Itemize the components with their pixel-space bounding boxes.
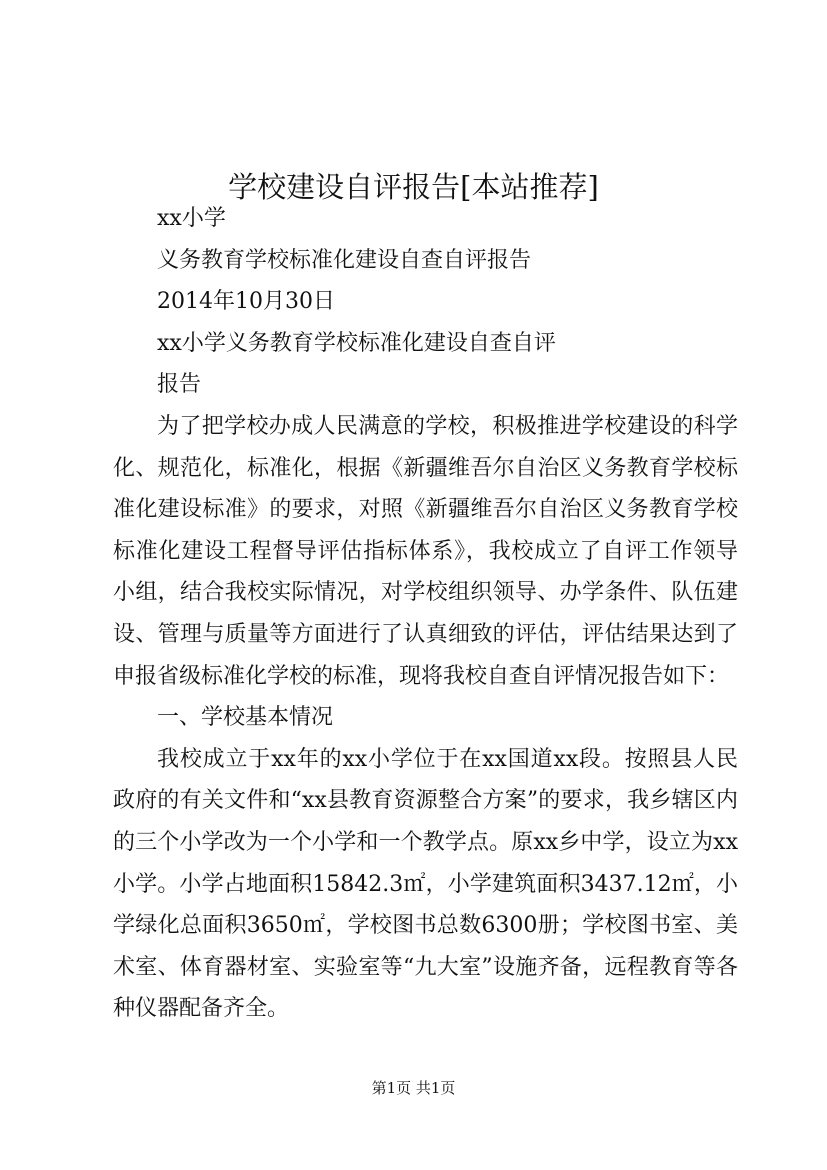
section-heading: 一、学校基本情况 — [157, 705, 334, 731]
report-date-line: 2014年10月30日 — [157, 289, 335, 315]
document-body — [113, 198, 738, 1030]
section-paragraph: 我校成立于xx年的xx小学位于在xx国道xx段。按照县人民政府的有关文件和“xx县教育资源整合方案”的要求，我乡辖区内的三个小学改为一个小学和一个教学点。原xx乡中学，设立为xx小学。小学占地面积15842.3㎡，小学建筑面积3437.12㎡，小学绿化总面积3650㎡，学校图书总数6300册；学校图书室、美术室、体育器材室、实验室等“九大室”设施齐备，远程教育等各种仪器配备齐全。 — [113, 746, 738, 1022]
school-name-line: xx小学 — [157, 206, 226, 231]
report-subtitle-line: 义务教育学校标准化建设自查自评报告 — [157, 247, 532, 273]
report-heading-line: xx小学义务教育学校标准化建设自查自评 — [157, 330, 556, 356]
report-heading-continuation: 报告 — [157, 372, 202, 398]
document-title: 学校建设自评报告[本站推荐] — [228, 170, 599, 205]
intro-paragraph: 为了把学校办成人民满意的学校，积极推进学校建设的科学化、规范化，标准化，根据《新疆维吾尔自治区义务教育学校标准化建设标准》的要求，对照《新疆维吾尔自治区义务教育学校标准化建设工程督导评估指标体系》，我校成立了自评工作领导小组，结合我校实际情况，对学校组织领导、办学条件、队伍建设、管理与质量等方面进行了认真细致的评估，评估结果达到了申报省级标准化学校的标准，现将我校自查自评情况报告如下： — [113, 413, 738, 689]
page-footer: 第1页 共1页 — [371, 1079, 456, 1097]
